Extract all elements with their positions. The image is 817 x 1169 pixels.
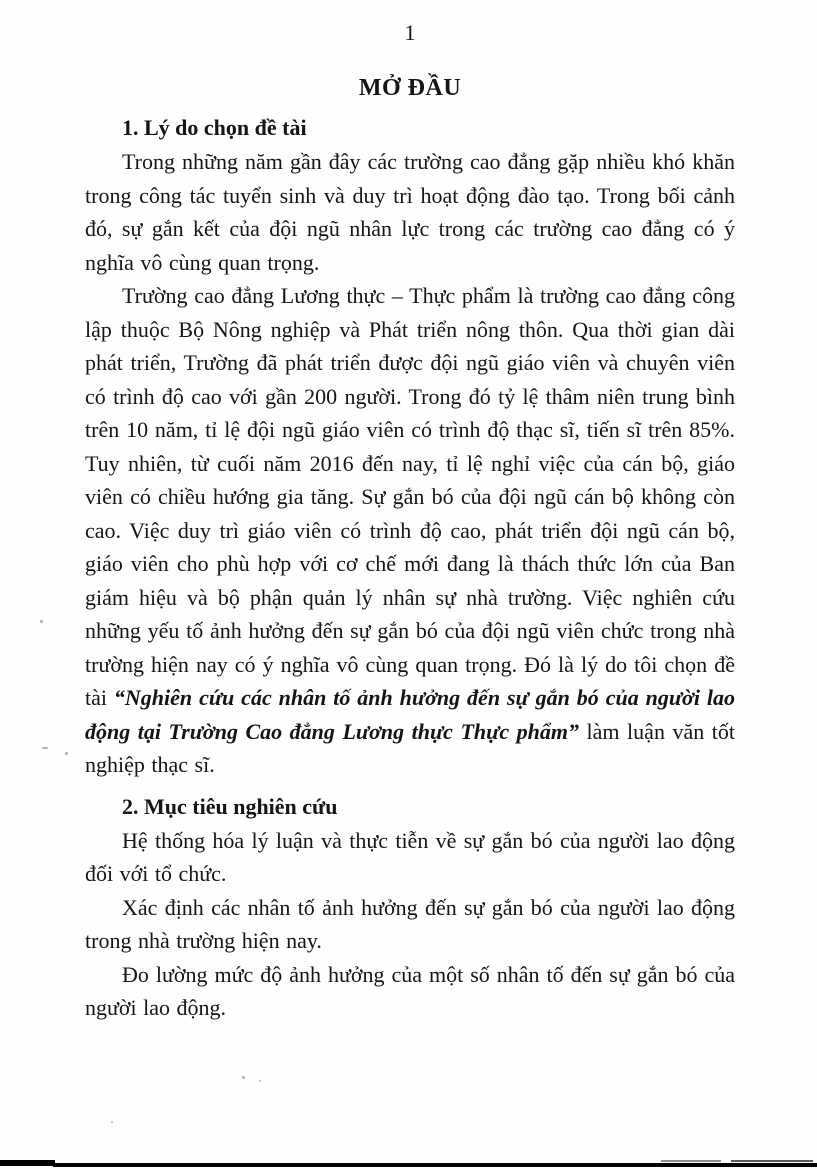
scan-speck xyxy=(42,747,48,749)
page-number: 1 xyxy=(404,20,416,45)
paragraph-intro xyxy=(85,145,735,279)
paragraph-school-context xyxy=(85,279,735,782)
scan-artifact-bottom-dash xyxy=(661,1160,721,1162)
scan-speck xyxy=(40,620,43,623)
scan-speck xyxy=(111,1121,113,1123)
section-2-heading: 2. Mục tiêu nghiên cứu xyxy=(122,793,338,819)
scan-speck xyxy=(259,1080,261,1082)
page-content xyxy=(85,20,735,1025)
paragraph-text: Xác định các nhân tố ảnh hưởng đến sự gắn bó của người lao động trong nhà trường hiện nay. xyxy=(85,894,735,953)
paragraph-text: Trường cao đẳng Lương thực – Thực phẩm là trường cao đẳng công lập thuộc Bộ Nông nghiệp và Phát triển nông thôn. Qua thời gian dài phát triển, Trường đã phát triển được đội ngũ giáo viên và chuyên viên có trình độ cao với gần 200 người. Trong đó tỷ lệ thâm niên trung bình trên 10 năm, tỉ lệ đội ngũ giáo viên có trình độ thạc sĩ, tiến sĩ trên 85%. Tuy nhiên, từ cuối năm 2016 đến nay, tỉ lệ nghỉ việc của cán bộ, giáo viên có chiều hướng gia tăng. Sự gắn bó của đội ngũ cán bộ không còn cao. Việc duy trì giáo viên có trình độ cao, phát triển đội ngũ cán bộ, giáo viên cho phù hợp với cơ chế mới đang là thách thức lớn của Ban giám hiệu và bộ phận quản lý nhân sự nhà trường. Việc nghiên cứu những yếu tố ảnh hưởng đến sự gắn bó của đội ngũ viên chức trong nhà trường hiện nay có ý nghĩa vô cùng quan trọng. Đó là lý do tôi chọn đề tài xyxy=(85,283,735,710)
scan-speck xyxy=(242,1076,245,1079)
thesis-title-emphasis: “Nghiên cứu các nhân tố ảnh hưởng đến sự gắn bó của người lao động tại Trường Cao đẳng Lương thực Thực phẩm” xyxy=(85,685,735,744)
paragraph-objective-1 xyxy=(85,824,735,891)
scan-artifact-bottom-dash xyxy=(731,1160,813,1162)
scan-speck xyxy=(65,752,68,755)
paragraph-objective-2 xyxy=(85,891,735,958)
paragraph-text: làm luận văn tốt nghiệp thạc sĩ. xyxy=(85,718,736,777)
paragraph-text: Đo lường mức độ ảnh hưởng của một số nhân tố đến sự gắn bó của người lao động. xyxy=(85,961,735,1020)
section-1-heading: 1. Lý do chọn đề tài xyxy=(122,115,307,140)
paragraph-text: Hệ thống hóa lý luận và thực tiễn về sự gắn bó của người lao động đối với tổ chức. xyxy=(85,827,735,886)
document-title: MỞ ĐẦU xyxy=(358,75,462,101)
scan-artifact-bottom-corner xyxy=(0,1160,55,1166)
scan-artifact-bottom-edge xyxy=(53,1163,817,1167)
paragraph-objective-3 xyxy=(85,958,735,1025)
paragraph-text: Trong những năm gần đây các trường cao đẳng gặp nhiều khó khăn trong công tác tuyển sinh và duy trì hoạt động đào tạo. Trong bối cảnh đó, sự gắn kết của đội ngũ nhân lực trong các trường cao đẳng có ý nghĩa vô cùng quan trọng. xyxy=(85,149,735,275)
